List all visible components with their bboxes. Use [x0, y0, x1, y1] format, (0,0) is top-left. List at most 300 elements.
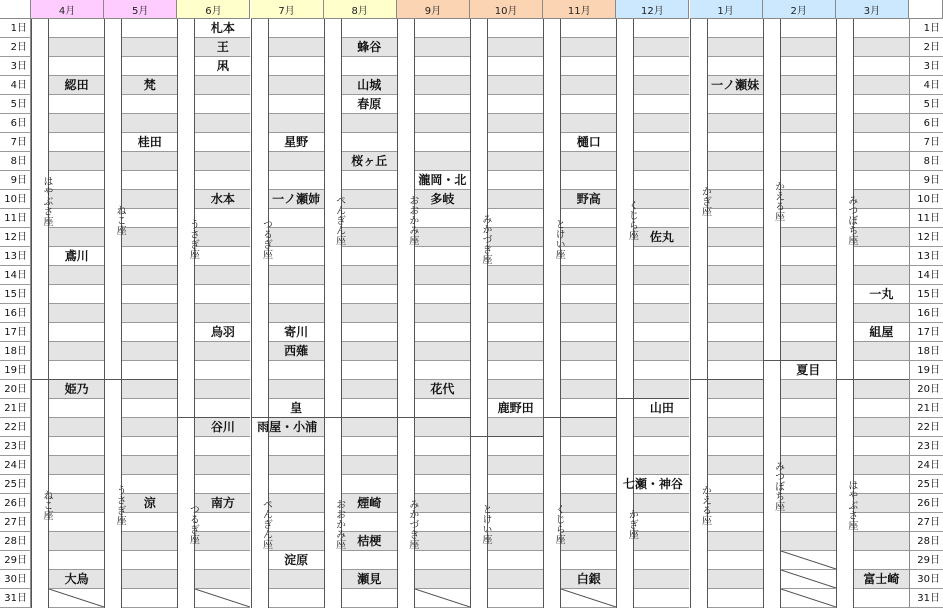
day-cell[interactable]	[342, 190, 397, 209]
day-cell[interactable]	[708, 19, 763, 38]
day-cell[interactable]	[269, 228, 324, 247]
day-cell[interactable]	[854, 266, 909, 285]
day-cell[interactable]	[781, 437, 836, 456]
day-cell[interactable]	[634, 532, 689, 551]
day-cell[interactable]	[854, 304, 909, 323]
day-cell[interactable]	[708, 551, 763, 570]
day-cell[interactable]	[854, 456, 909, 475]
day-cell[interactable]	[488, 76, 543, 95]
day-cell[interactable]	[561, 304, 616, 323]
day-cell[interactable]	[195, 228, 250, 247]
day-cell[interactable]	[415, 532, 470, 551]
day-cell[interactable]	[488, 133, 543, 152]
day-cell[interactable]	[415, 285, 470, 304]
day-cell[interactable]	[561, 152, 616, 171]
day-cell[interactable]	[634, 285, 689, 304]
day-cell[interactable]	[488, 57, 543, 76]
day-cell[interactable]	[342, 304, 397, 323]
day-cell[interactable]	[854, 76, 909, 95]
day-cell[interactable]	[49, 494, 104, 513]
day-cell[interactable]	[561, 456, 616, 475]
day-cell[interactable]	[195, 95, 250, 114]
day-cell[interactable]	[634, 437, 689, 456]
day-cell[interactable]	[854, 437, 909, 456]
day-cell[interactable]	[49, 342, 104, 361]
day-cell[interactable]	[781, 114, 836, 133]
day-cell[interactable]	[342, 114, 397, 133]
day-cell[interactable]	[634, 38, 689, 57]
day-cell[interactable]	[854, 209, 909, 228]
day-cell[interactable]	[122, 456, 177, 475]
day-cell[interactable]	[195, 304, 250, 323]
day-cell[interactable]	[488, 266, 543, 285]
day-cell[interactable]	[415, 361, 470, 380]
day-cell[interactable]	[415, 247, 470, 266]
day-cell[interactable]	[781, 589, 836, 608]
day-cell[interactable]	[342, 513, 397, 532]
day-cell[interactable]	[708, 361, 763, 380]
day-cell[interactable]	[269, 494, 324, 513]
day-cell[interactable]	[49, 152, 104, 171]
day-cell[interactable]	[415, 19, 470, 38]
day-cell[interactable]	[269, 570, 324, 589]
day-cell[interactable]	[781, 399, 836, 418]
day-cell[interactable]	[781, 494, 836, 513]
day-cell[interactable]	[122, 209, 177, 228]
day-cell[interactable]	[488, 570, 543, 589]
day-cell[interactable]	[269, 171, 324, 190]
day-cell[interactable]	[342, 133, 397, 152]
day-cell[interactable]	[634, 570, 689, 589]
day-cell[interactable]	[854, 589, 909, 608]
day-cell[interactable]	[634, 361, 689, 380]
day-cell[interactable]	[195, 152, 250, 171]
day-cell[interactable]	[415, 38, 470, 57]
day-cell[interactable]	[195, 114, 250, 133]
day-cell[interactable]	[854, 399, 909, 418]
day-cell[interactable]	[342, 19, 397, 38]
day-cell[interactable]	[269, 95, 324, 114]
day-cell[interactable]	[122, 304, 177, 323]
day-cell[interactable]	[634, 95, 689, 114]
day-cell[interactable]	[561, 171, 616, 190]
day-cell[interactable]	[854, 342, 909, 361]
day-cell[interactable]	[854, 19, 909, 38]
day-cell[interactable]	[708, 570, 763, 589]
day-cell[interactable]	[122, 361, 177, 380]
day-cell[interactable]	[488, 152, 543, 171]
day-cell[interactable]	[634, 456, 689, 475]
day-cell[interactable]	[561, 380, 616, 399]
day-cell[interactable]	[708, 475, 763, 494]
day-cell[interactable]	[708, 342, 763, 361]
day-cell[interactable]	[781, 456, 836, 475]
day-cell[interactable]	[49, 551, 104, 570]
day-cell[interactable]	[854, 513, 909, 532]
day-cell[interactable]	[415, 304, 470, 323]
day-cell[interactable]	[561, 247, 616, 266]
day-cell[interactable]	[269, 361, 324, 380]
day-cell[interactable]	[561, 342, 616, 361]
day-cell[interactable]	[634, 247, 689, 266]
day-cell[interactable]	[854, 418, 909, 437]
day-cell[interactable]	[781, 266, 836, 285]
day-cell[interactable]	[488, 513, 543, 532]
day-cell[interactable]	[195, 133, 250, 152]
day-cell[interactable]	[49, 437, 104, 456]
day-cell[interactable]	[415, 114, 470, 133]
day-cell[interactable]	[269, 114, 324, 133]
day-cell[interactable]	[49, 589, 104, 608]
day-cell[interactable]	[342, 266, 397, 285]
day-cell[interactable]	[561, 266, 616, 285]
day-cell[interactable]	[634, 342, 689, 361]
day-cell[interactable]	[708, 589, 763, 608]
day-cell[interactable]	[195, 76, 250, 95]
day-cell[interactable]	[195, 589, 250, 608]
day-cell[interactable]	[195, 532, 250, 551]
day-cell[interactable]	[708, 133, 763, 152]
day-cell[interactable]	[195, 551, 250, 570]
day-cell[interactable]	[342, 171, 397, 190]
day-cell[interactable]	[195, 456, 250, 475]
day-cell[interactable]	[708, 266, 763, 285]
day-cell[interactable]	[49, 190, 104, 209]
day-cell[interactable]	[854, 228, 909, 247]
day-cell[interactable]	[269, 380, 324, 399]
day-cell[interactable]	[269, 38, 324, 57]
day-cell[interactable]	[781, 19, 836, 38]
day-cell[interactable]	[488, 19, 543, 38]
day-cell[interactable]	[342, 57, 397, 76]
day-cell[interactable]	[488, 475, 543, 494]
day-cell[interactable]	[634, 19, 689, 38]
day-cell[interactable]	[415, 494, 470, 513]
day-cell[interactable]	[708, 456, 763, 475]
day-cell[interactable]	[269, 589, 324, 608]
day-cell[interactable]	[634, 513, 689, 532]
day-cell[interactable]	[49, 475, 104, 494]
day-cell[interactable]	[708, 494, 763, 513]
day-cell[interactable]	[634, 209, 689, 228]
day-cell[interactable]	[195, 209, 250, 228]
day-cell[interactable]	[854, 532, 909, 551]
day-cell[interactable]	[781, 570, 836, 589]
day-cell[interactable]	[49, 418, 104, 437]
day-cell[interactable]	[634, 114, 689, 133]
day-cell[interactable]	[708, 513, 763, 532]
day-cell[interactable]	[49, 513, 104, 532]
day-cell[interactable]	[561, 399, 616, 418]
day-cell[interactable]	[561, 532, 616, 551]
day-cell[interactable]	[49, 456, 104, 475]
day-cell[interactable]	[561, 57, 616, 76]
day-cell[interactable]	[488, 304, 543, 323]
day-cell[interactable]	[781, 76, 836, 95]
day-cell[interactable]	[342, 475, 397, 494]
day-cell[interactable]	[122, 228, 177, 247]
day-cell[interactable]	[781, 152, 836, 171]
day-cell[interactable]	[634, 418, 689, 437]
day-cell[interactable]	[488, 114, 543, 133]
day-cell[interactable]	[561, 513, 616, 532]
day-cell[interactable]	[342, 380, 397, 399]
day-cell[interactable]	[708, 247, 763, 266]
day-cell[interactable]	[561, 228, 616, 247]
day-cell[interactable]	[781, 323, 836, 342]
day-cell[interactable]	[708, 304, 763, 323]
day-cell[interactable]	[49, 57, 104, 76]
day-cell[interactable]	[708, 38, 763, 57]
day-cell[interactable]	[195, 437, 250, 456]
day-cell[interactable]	[708, 114, 763, 133]
day-cell[interactable]	[342, 323, 397, 342]
day-cell[interactable]	[342, 228, 397, 247]
day-cell[interactable]	[781, 342, 836, 361]
day-cell[interactable]	[561, 76, 616, 95]
day-cell[interactable]	[269, 76, 324, 95]
day-cell[interactable]	[342, 399, 397, 418]
day-cell[interactable]	[488, 494, 543, 513]
day-cell[interactable]	[488, 95, 543, 114]
day-cell[interactable]	[854, 361, 909, 380]
day-cell[interactable]	[488, 209, 543, 228]
day-cell[interactable]	[561, 285, 616, 304]
day-cell[interactable]	[49, 266, 104, 285]
day-cell[interactable]	[708, 380, 763, 399]
day-cell[interactable]	[342, 418, 397, 437]
day-cell[interactable]	[634, 266, 689, 285]
day-cell[interactable]	[561, 551, 616, 570]
day-cell[interactable]	[49, 209, 104, 228]
day-cell[interactable]	[488, 285, 543, 304]
day-cell[interactable]	[122, 95, 177, 114]
day-cell[interactable]	[488, 532, 543, 551]
day-cell[interactable]	[49, 171, 104, 190]
day-cell[interactable]	[781, 190, 836, 209]
day-cell[interactable]	[195, 513, 250, 532]
day-cell[interactable]	[415, 76, 470, 95]
day-cell[interactable]	[781, 304, 836, 323]
day-cell[interactable]	[195, 285, 250, 304]
day-cell[interactable]	[781, 95, 836, 114]
day-cell[interactable]	[415, 266, 470, 285]
day-cell[interactable]	[342, 361, 397, 380]
day-cell[interactable]	[634, 380, 689, 399]
day-cell[interactable]	[708, 399, 763, 418]
day-cell[interactable]	[49, 532, 104, 551]
day-cell[interactable]	[854, 114, 909, 133]
day-cell[interactable]	[488, 361, 543, 380]
day-cell[interactable]	[122, 418, 177, 437]
day-cell[interactable]	[49, 114, 104, 133]
day-cell[interactable]	[781, 133, 836, 152]
day-cell[interactable]	[708, 209, 763, 228]
day-cell[interactable]	[415, 399, 470, 418]
day-cell[interactable]	[415, 513, 470, 532]
day-cell[interactable]	[342, 551, 397, 570]
day-cell[interactable]	[415, 551, 470, 570]
day-cell[interactable]	[854, 551, 909, 570]
day-cell[interactable]	[415, 437, 470, 456]
day-cell[interactable]	[415, 152, 470, 171]
day-cell[interactable]	[122, 19, 177, 38]
day-cell[interactable]	[122, 266, 177, 285]
day-cell[interactable]	[122, 513, 177, 532]
day-cell[interactable]	[781, 285, 836, 304]
day-cell[interactable]	[561, 323, 616, 342]
day-cell[interactable]	[854, 380, 909, 399]
day-cell[interactable]	[269, 57, 324, 76]
day-cell[interactable]	[561, 209, 616, 228]
day-cell[interactable]	[195, 380, 250, 399]
day-cell[interactable]	[561, 475, 616, 494]
day-cell[interactable]	[269, 532, 324, 551]
day-cell[interactable]	[342, 342, 397, 361]
day-cell[interactable]	[269, 209, 324, 228]
day-cell[interactable]	[49, 95, 104, 114]
day-cell[interactable]	[488, 171, 543, 190]
day-cell[interactable]	[49, 323, 104, 342]
day-cell[interactable]	[488, 418, 543, 437]
day-cell[interactable]	[415, 570, 470, 589]
day-cell[interactable]	[195, 342, 250, 361]
day-cell[interactable]	[49, 38, 104, 57]
day-cell[interactable]	[488, 589, 543, 608]
day-cell[interactable]	[195, 570, 250, 589]
day-cell[interactable]	[634, 57, 689, 76]
day-cell[interactable]	[854, 475, 909, 494]
day-cell[interactable]	[854, 152, 909, 171]
day-cell[interactable]	[634, 551, 689, 570]
day-cell[interactable]	[488, 342, 543, 361]
day-cell[interactable]	[49, 228, 104, 247]
day-cell[interactable]	[415, 228, 470, 247]
day-cell[interactable]	[122, 570, 177, 589]
day-cell[interactable]	[49, 399, 104, 418]
day-cell[interactable]	[488, 456, 543, 475]
day-cell[interactable]	[781, 57, 836, 76]
day-cell[interactable]	[122, 342, 177, 361]
day-cell[interactable]	[488, 190, 543, 209]
day-cell[interactable]	[122, 285, 177, 304]
day-cell[interactable]	[634, 589, 689, 608]
day-cell[interactable]	[634, 190, 689, 209]
day-cell[interactable]	[122, 437, 177, 456]
day-cell[interactable]	[342, 285, 397, 304]
day-cell[interactable]	[49, 19, 104, 38]
day-cell[interactable]	[269, 266, 324, 285]
day-cell[interactable]	[195, 171, 250, 190]
day-cell[interactable]	[781, 209, 836, 228]
day-cell[interactable]	[488, 38, 543, 57]
day-cell[interactable]	[854, 247, 909, 266]
day-cell[interactable]	[708, 437, 763, 456]
day-cell[interactable]	[708, 95, 763, 114]
day-cell[interactable]	[342, 589, 397, 608]
day-cell[interactable]	[195, 361, 250, 380]
day-cell[interactable]	[561, 418, 616, 437]
day-cell[interactable]	[122, 152, 177, 171]
day-cell[interactable]	[634, 76, 689, 95]
day-cell[interactable]	[195, 399, 250, 418]
day-cell[interactable]	[122, 57, 177, 76]
day-cell[interactable]	[634, 304, 689, 323]
day-cell[interactable]	[634, 494, 689, 513]
day-cell[interactable]	[781, 380, 836, 399]
day-cell[interactable]	[634, 133, 689, 152]
day-cell[interactable]	[122, 589, 177, 608]
day-cell[interactable]	[269, 475, 324, 494]
day-cell[interactable]	[561, 589, 616, 608]
day-cell[interactable]	[342, 209, 397, 228]
day-cell[interactable]	[488, 247, 543, 266]
day-cell[interactable]	[708, 285, 763, 304]
day-cell[interactable]	[561, 361, 616, 380]
day-cell[interactable]	[561, 114, 616, 133]
day-cell[interactable]	[854, 171, 909, 190]
day-cell[interactable]	[781, 532, 836, 551]
day-cell[interactable]	[854, 95, 909, 114]
day-cell[interactable]	[415, 57, 470, 76]
day-cell[interactable]	[708, 228, 763, 247]
day-cell[interactable]	[122, 247, 177, 266]
day-cell[interactable]	[195, 247, 250, 266]
day-cell[interactable]	[269, 19, 324, 38]
day-cell[interactable]	[122, 532, 177, 551]
day-cell[interactable]	[488, 323, 543, 342]
day-cell[interactable]	[415, 133, 470, 152]
day-cell[interactable]	[49, 304, 104, 323]
day-cell[interactable]	[854, 38, 909, 57]
day-cell[interactable]	[488, 228, 543, 247]
day-cell[interactable]	[122, 171, 177, 190]
day-cell[interactable]	[561, 95, 616, 114]
day-cell[interactable]	[708, 418, 763, 437]
day-cell[interactable]	[561, 19, 616, 38]
day-cell[interactable]	[122, 551, 177, 570]
day-cell[interactable]	[561, 494, 616, 513]
day-cell[interactable]	[415, 95, 470, 114]
day-cell[interactable]	[49, 361, 104, 380]
day-cell[interactable]	[634, 171, 689, 190]
day-cell[interactable]	[342, 437, 397, 456]
day-cell[interactable]	[708, 323, 763, 342]
day-cell[interactable]	[415, 342, 470, 361]
day-cell[interactable]	[708, 57, 763, 76]
day-cell[interactable]	[415, 323, 470, 342]
day-cell[interactable]	[854, 494, 909, 513]
day-cell[interactable]	[781, 247, 836, 266]
day-cell[interactable]	[854, 133, 909, 152]
day-cell[interactable]	[854, 57, 909, 76]
day-cell[interactable]	[708, 190, 763, 209]
day-cell[interactable]	[122, 475, 177, 494]
day-cell[interactable]	[122, 399, 177, 418]
day-cell[interactable]	[195, 475, 250, 494]
day-cell[interactable]	[269, 437, 324, 456]
day-cell[interactable]	[49, 133, 104, 152]
day-cell[interactable]	[342, 247, 397, 266]
day-cell[interactable]	[781, 228, 836, 247]
day-cell[interactable]	[488, 551, 543, 570]
day-cell[interactable]	[634, 323, 689, 342]
day-cell[interactable]	[781, 475, 836, 494]
day-cell[interactable]	[269, 247, 324, 266]
day-cell[interactable]	[708, 532, 763, 551]
day-cell[interactable]	[488, 437, 543, 456]
day-cell[interactable]	[122, 323, 177, 342]
